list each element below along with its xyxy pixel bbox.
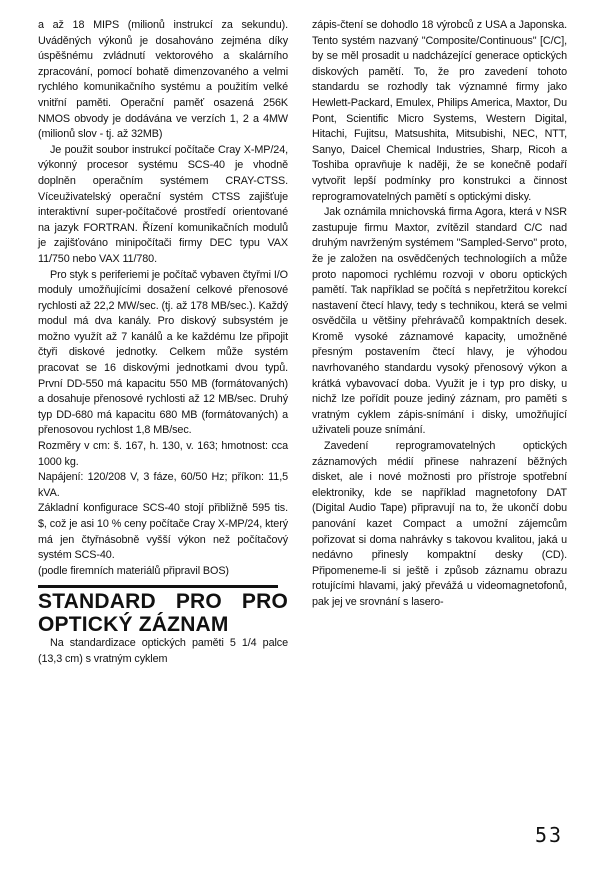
article-heading: STANDARD PRO PRO OPTICKÝ ZÁZNAM	[38, 590, 288, 637]
paragraph: Je použit soubor instrukcí počítače Cray X-MP/24, výkonný procesor systému SCS-40 je vhodně doplněn operačním systémem CRAY-CTSS. Víceuživatelský operační systém CTSS zajišťuje interaktivní super-počítačové prostředí orientované na jazyk FORTRAN. Řízení komunikačních modulů je zajišťováno minipočítači firmy DEC typu VAX 11/750 nebo VAX 11/780.	[38, 143, 288, 265]
paragraph: zápis-čtení se dohodlo 18 výrobců z USA a Japonska. Tento systém nazvaný "Composite/Continuous" [C/C], by se měl prosadit u nadcházející generace optických diskových pamětí. To, že pro zavedení tohoto standardu se rozhodly tak významné firmy jako Hewlett-Packard, Emulex, Philips America, Maxtor, Du Pont, Scientific Micro Systems, Western Digital, Hitachi, Fujitsu, Matsushita, Mitsubishi, NEC, NTT, Sanyo, Daicel Chemical Industries, Sharp, Ricoh a Toshiba opravňuje k naději, že se konečně podaří vytvořit lepší podmínky pro konstrukci a činnost reprogramovatelných pamětí s optickými disky.	[312, 19, 567, 203]
price-paragraph: Základní konfigurace SCS-40 stojí přibližně 595 tis. $, což je asi 10 % ceny počítače Cray X-MP/24, který má jen čtyřnásobně vyšší výkon než počítačový systém SCS-40.	[38, 502, 288, 562]
page-number: 53	[535, 823, 564, 847]
right-column	[312, 18, 567, 611]
article-intro: Na standardizace optických paměti 5 1/4 palce (13,3 cm) s vratným cyklem	[38, 637, 288, 665]
paragraph: a až 18 MIPS (milionů instrukcí za sekundu). Uváděných výkonů je dosahováno zejména díky úspěšnému zvládnutí vektorového a skalárního zpracování, pomocí bohatě dimenzovaného a velmi rychlého komunikačního systému a použitím velké vnitřní paměti. Operační paměť osazená 256K NMOS obvody je dodávána ve verzích 1, 2 a 4MW (milionů slov - tj. až 32MB)	[38, 19, 288, 141]
article-heading-block	[38, 585, 288, 636]
paragraph: Pro styk s periferiemi je počítač vybaven čtyřmi I/O moduly umožňujícími dosažení celkové přenosové rychlosti až 22,2 MW/sec. (tj. až 178 MB/sec.). Každý modul má dva kanály. Pro diskový subsystém je možno využít až 7 kanálů a ke každému lze připojit čtyři diskové jednotky. Celkem může systém pracovat se 16 diskovými jednotkami dvou typů. První DD-550 má kapacitu 550 MB (formátovaných) a dosahuje přenosové rychlosti až 12 MB/sec. Druhý typ DD-680 má kapacitu 680 MB (formátovaných) a přenosovou rychlost 1,8 MB/sec.	[38, 268, 288, 437]
paragraph: Jak oznámila mnichovská firma Agora, která v NSR zastupuje firmu Maxtor, zvítězil standard C/C nad druhým navrženým systémem "Sampled-Servo" proto, že je založen na osvědčených technologiích a může proto napomoci rychlému rozvoji v oboru optických pamětí. Tak například se počítá s nepřetržitou korekcí nastavení čtecí hlavy, tedy s technikou, která se velmi osvědčila u většiny přehrávačů kompaktních desek. Kromě vysoké záznamové kapacity, umožněné přesným postavením čtecí hlavy, je výhodou navrhovaného standardu vysoký přenosový výkon a krátká vybavovací doba. Využit je i typ pro disky, u nichž lze pořídit pouze jediný záznam, pro paměti s vratným cyklem zápis-snímání i disky, umožňující uživateli pouze snímání.	[312, 206, 567, 437]
power-line: Napájení: 120/208 V, 3 fáze, 60/50 Hz; příkon: 11,5 kVA.	[38, 471, 288, 499]
source-note: (podle firemních materiálů připravil BOS)	[38, 564, 229, 577]
paragraph: Zavedení reprogramovatelných optických záznamových médií přinese nahrazení běžných disket, ale i nové možnosti pro přístroje spotřební elektroniky, kde se například magnetofony DAT (Digital Audio Tape) připravují na to, že ukončí dobu panování kazet Compact a umožní zájemcům pořizovat si doma nahrávky s takovou kvalitou, jaká u nedávno přinesly kompaktní desky (CD). Připomeneme-li si ještě i způsob záznamu obrazu rotujícími hlavami, jaký převážá u videomagnetofonů, pak jej ve srovnání s lasero-	[312, 440, 567, 608]
dimensions-line: Rozměry v cm: š. 167, h. 130, v. 163; hmotnost: cca 1000 kg.	[38, 440, 288, 468]
heading-rule	[38, 585, 278, 588]
left-column	[38, 18, 288, 668]
